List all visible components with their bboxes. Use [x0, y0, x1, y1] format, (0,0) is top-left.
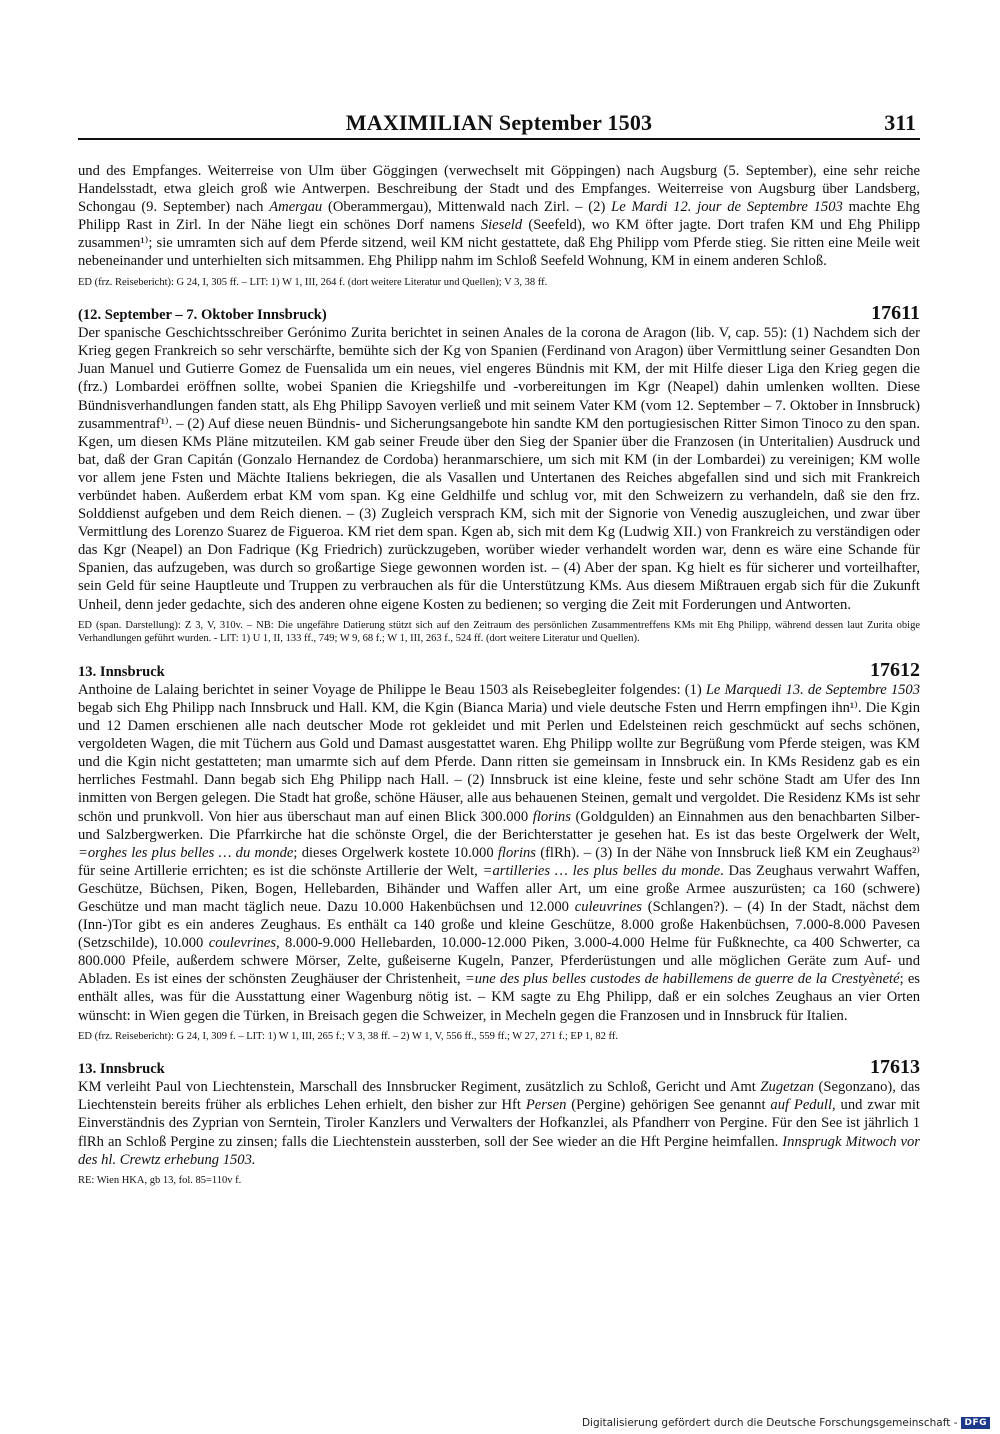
entry-17612 — [78, 660, 920, 1043]
entry-reference: ED (frz. Reisebericht): G 24, I, 309 f. – LIT: 1) W 1, III, 265 f.; V 3, 38 ff. – 2) W 1, V, 556 ff., 559 ff.; W 27, 271 f.; EP 1, 82 ff. — [78, 1030, 618, 1042]
entry-date: 13. Innsbruck — [78, 663, 165, 680]
entry-17611 — [78, 303, 920, 646]
entry-heading — [78, 1057, 920, 1078]
entry-reference: ED (span. Darstellung): Z 3, V, 310v. – NB: Die ungefähre Datierung stützt sich auf den Zeitraum des persönlichen Zusammentreffens KMs mit Ehg Philipp, während dessen laut Zurita obige Verhandlungen geführt wurden. - LIT: 1) U 1, II, 133 ff., 749; W 9, 68 f.; W 1, III, 263 f., 524 ff. (dort weitere Literatur und Quellen). — [78, 619, 920, 645]
entry-text: Der spanische Geschichtsschreiber Gerónimo Zurita berichtet in seinen Anales de la corona de Aragon (lib. V, cap. 55): (1) Nachdem sich der Krieg gegen Frankreich so sehr verschärfte, bemühte sich der Kg von Spanien (Ferdinand von Aragon) über Vermittlung seiner Gesandten Don Juan Manuel und Gutierre Gomez de Fuensalida um ein neues, viel engeres Bündnis mit KM, der mit Hilfe dieser Liga den Krieg gegen die (frz.) Lombardei eröffnen sollte, wobei Spanien die Kriegshilfe und -vorbereitungen im Kgr (Neapel) dahin umlenken wollten. Diese Bündnisverhandlungen fanden statt, als Ehg Philipp Savoyen verließ und mit seinem Vater KM (vom 12. September – 7. Oktober in Innsbruck) zusammentraf¹⁾. – (2) Auf diese neuen Bündnis- und Sicherungsangebote hin sandte KM den portugiesischen Ritter Simon Tinoco zu den span. Kgen, um diesen KMs Pläne mitzuteilen. KM gab seiner Freude über den Sieg der Spanier über die Franzosen (in Unteritalien) Ausdruck und bat, daß der Gran Capitán (Gonzalo Hernandez de Cordoba) heranmarschiere, um sich mit KM (in der Lombardei) zu vereinigen; KM wolle vor allem jene Fsten und Mächte Italiens bekriegen, die als Vasallen und Untertanen des Reiches abgefallen sind und sich mit Frankreich verbündet haben. Außerdem erbat KM vom span. Kg eine Geldhilfe und schlug vor, mit den Schweizern zu verhandeln, daß sie den frz. Solddienst aufgeben und dem Reich dienen. – (3) Zugleich versprach KM, sich mit der Signorie von Venedig auszugleichen, und zwar über Vermittlung des Lorenzo Suarez de Figueroa. KM riet dem span. Kgen ab, sich mit dem Kg (Ludwig XII.) von Frankreich zu verständigen oder das Kgr (Neapel) an Don Fadrique (Kg Friedrich) zurückzugeben, worüber wieder verhandelt worden war, denn es wäre eine Schande für Spanien, das aufzugeben, was durch so großartige Siege gewonnen worden ist. – (4) Aber der span. Kg hielt es für sicherer und vorteilhafter, sein Geld für seine Hauptleute und Truppen zu verbrauchen als für die Unterstützung KMs. Aus diesem Mißtrauen ergab sich für die Zukunft Unheil, denn jeder gedachte, sich des anderen ohne eigene Kosten zu bedienen; so verging die Zeit mit Forderungen und Antworten. — [78, 325, 920, 613]
entry-text: KM verleiht Paul von Liechtenstein, Marschall des Innsbrucker Regiment, zusätzlich zu Schloß, Gericht und Amt Zugetzan (Segonzano), das Liechtenstein bereits früher als erbliches Lehen erhielt, den bisher zur Hft Persen (Pergine) gehörigen See genannt auf Pedull, und zwar mit Einverständnis des Zyprian von Serntein, Tiroler Kanzlers und Verwalters der Hofkanzlei, als Pfandherr von Pergine. Für den See ist jährlich 1 flRh an Schloß Pergine zu zinsen; falls die Liechtenstein aussterben, soll der See wieder an die Hft Pergine heimfallen. Innsprugk Mitwoch vor des hl. Crewtz erhebung 1503. — [78, 1079, 921, 1168]
entry-date: (12. September – 7. Oktober Innsbruck) — [78, 307, 327, 324]
entry-text: Anthoine de Lalaing berichtet in seiner Voyage de Philippe le Beau 1503 als Reisebegleiter folgendes: (1) Le Marquedi 13. de Septembre 1503 begab sich Ehg Philipp nach Innsbruck und Hall. KM, die Kgin (Bianca Maria) und viele deutsche Fsten und Herrn empfingen ihn¹⁾. Die Kgin und 12 Damen erschienen alle nach deutscher Mode rot gekleidet und mit Perlen und Edelsteinen reich geschmückt auf sechs schönen, vergoldeten Wagen, die mit Tüchern aus Gold und Damast ausgestattet waren. Ehg Philipp wollte zur Begrüßung vom Pferde steigen, was KM und die Kgin nicht gestatteten; man umarmte sich auf dem Pferde. Dann ritten sie gemeinsam in Innsbruck ein. In KMs Residenz gab es ein herrliches Festmahl. Dann begab sich Ehg Philipp nach Hall. – (2) Innsbruck ist eine kleine, feste und sehr schöne Stadt am Ufer des Inn inmitten von Bergen gelegen. Die Stadt hat große, schöne Häuser, alle aus behauenen Steinen, gemalt und vergoldet. Die Residenz KMs ist sehr schön und prunkvoll. Von hier aus überschaut man auf einen Blick 300.000 florins (Goldgulden) an Einnahmen aus den benachbarten Silber- und Salzbergwerken. Die Pfarrkirche hat die schönste Orgel, die der Berichterstatter je gesehen hat. Es ist das beste Orgelwerk der Welt, =orghes les plus belles … du monde; dieses Orgelwerk kostete 10.000 florins (flRh). – (3) In der Nähe von Innsbruck ließ KM ein Zeughaus²⁾ für seine Artillerie errichten; es ist die schönste Artillerie der Welt, =artilleries … les plus belles du monde. Das Zeughaus verwahrt Waffen, Geschütze, Büchsen, Piken, Bogen, Hellebarden, Bihänder und Waffen aller Art, um eine große Armee auszurüsten; ca 160 (schwere) Geschütze und man macht täglich neue. Dazu 10.000 Hakenbüchsen und 12.000 culeuvrines (Schlangen?). – (4) In der Stadt, nächst dem (Inn-)Tor gibt es ein anderes Zeughaus. Es enthält ca 140 große und kleine Geschütze, 8.000 große Hakenbüchsen, 7.000-8.000 Pavesen (Setzschilde), 10.000 coulevrines, 8.000-9.000 Hellebarden, 10.000-12.000 Piken, 3.000-4.000 Helme für Fußknechte, ca 400 Schwerter, ca 800.000 Pfeile, außerdem schwere Mörser, Zelte, gußeiserne Kugeln, Panzer, Pferderüstungen und alle möglichen Geräte zum Auf- und Abladen. Es ist eines der schönsten Zeughäuser der Christenheit, =une des plus belles custodes de habillemens de guerre de la Crestyèneté; es enthält alles, was für die Ausstattung einer Wagenburg nötig ist. – KM sagte zu Ehg Philipp, daß er ein solches Zeughaus an vier Orten wünscht: in Wien gegen die Türken, in Breisach gegen die Schweizer, in Mecheln gegen die Franzosen und in Innsbruck für Italien. — [78, 681, 921, 1024]
entry-heading — [78, 303, 920, 324]
header-title: MAXIMILIAN September 1503 — [345, 110, 653, 135]
footer-text: Digitalisierung gefördert durch die Deutsche Forschungsgemeinschaft - — [581, 1417, 958, 1429]
page-number: 311 — [884, 110, 916, 135]
entry-heading — [78, 660, 920, 681]
running-header — [78, 106, 920, 140]
entry-date: 13. Innsbruck — [78, 1061, 165, 1078]
document-page — [78, 106, 920, 1187]
dfg-logo: DFG — [961, 1417, 990, 1429]
entry-number: 17613 — [870, 1056, 920, 1079]
intro-text: und des Empfanges. Weiterreise von Ulm über Göggingen (verwechselt mit Göppingen) nach Augsburg (5. September), eine sehr reiche Handelsstadt, etwa gleich groß wie Antwerpen. Beschreibung der Stadt und des Empfanges. Weiterreise von Augsburg über Landsberg, Schongau (9. September) nach Amergau (Oberammergau), Mittenwald nach Zirl. – (2) Le Mardi 12. jour de Septembre 1503 machte Ehg Philipp Rast in Zirl. In der Nähe liegt ein schönes Dorf namens Sieseld (Seefeld), wo KM öfter jagte. Dort trafen KM und Ehg Philipp zusammen¹⁾; sie umramten sich auf dem Pferde sitzend, weil KM nicht gestattete, daß Ehg Philipp vom Pferde stieg. Sie ritten eine Meile weit nebeneinander und unterhielten sich mitsammen. Ehg Philipp nahm im Schloß Seefeld Wohnung, KM in einem anderen Schloß. — [78, 163, 920, 270]
intro-section — [78, 162, 920, 289]
entry-17613 — [78, 1057, 920, 1187]
document-body — [78, 162, 920, 1187]
entry-number: 17611 — [871, 302, 920, 325]
entry-number: 17612 — [870, 658, 920, 681]
intro-reference: ED (frz. Reisebericht): G 24, I, 305 ff. – LIT: 1) W 1, III, 264 f. (dort weitere Literatur und Quellen); V 3, 38 ff. — [78, 276, 548, 288]
entry-reference: RE: Wien HKA, gb 13, fol. 85=110v f. — [78, 1174, 242, 1186]
digitization-footer — [582, 1417, 990, 1429]
